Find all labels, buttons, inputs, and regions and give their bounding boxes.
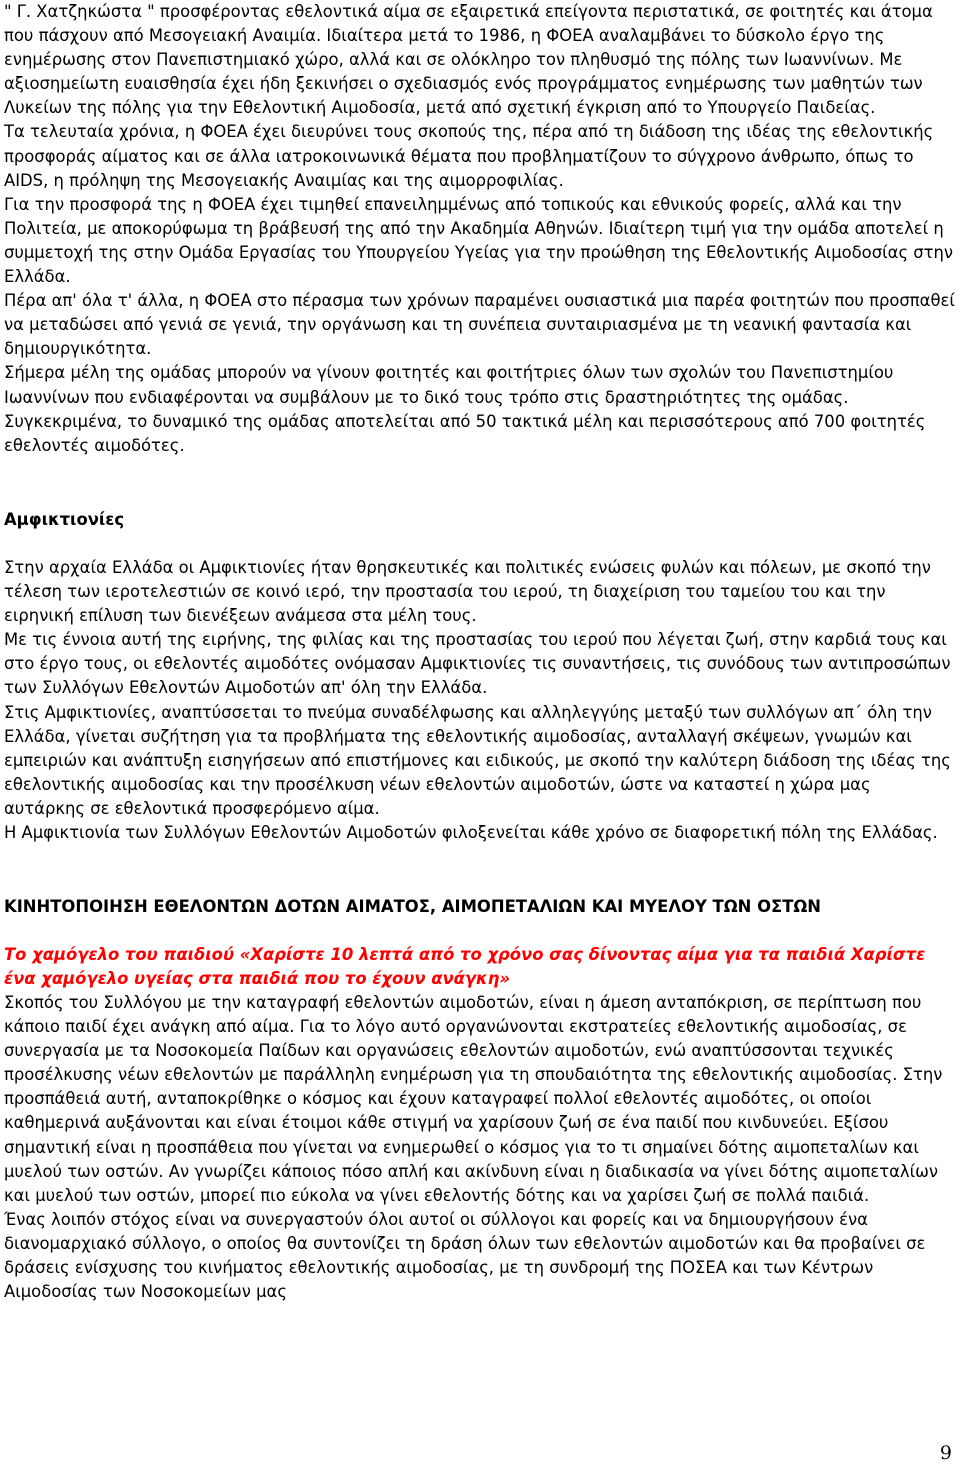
paragraph: Για την προσφορά της η ΦΟΕΑ έχει τιμηθεί επανειλημμένως από τοπικούς και εθνικούς φορείς, αλλά και την Πολιτεία, με αποκορύφωμα τη βράβευσή της από την Ακαδημία Αθηνών. Ιδιαίτερη τιμή για την ομάδα αποτελεί η συμμετοχή της στην Ομάδα Εργασίας του Υπουργείου Υγείας για την προώθηση της Εθελοντικής Αιμοδοσίας στην Ελλάδα. <box>4 194 954 287</box>
paragraph: Στις Αμφικτιονίες, αναπτύσσεται το πνεύμα συναδέλφωσης και αλληλεγγύης μεταξύ των συλλόγων απ΄ όλη την Ελλάδα, γίνεται συζήτηση για τα προβλήματα της εθελοντικής αιμοδοσίας, ανταλλαγή σκέψεων, γνωμών και εμπειριών και ανάπτυξη εισηγήσεων από επιστήμονες και ειδικούς, με σκοπό την καλύτερη διάδοση της ιδέας της εθελοντικής αιμοδοσίας και την προσέλκυση νέων εθελοντών αιμοδοτών, ώστε να καταστεί η χώρα μας αυτάρκης σε εθελοντικά προσφερόμενο αίμα. <box>4 702 951 818</box>
paragraph: Ένας λοιπόν στόχος είναι να συνεργαστούν όλοι αυτοί οι σύλλογοι και φορείς και να δημιουργήσουν ένα διανομαρχιακό σύλλογο, ο οποίος θα συντονίζει τη δράση όλων των εθελοντών αιμοδοτών και θα προβαίνει σε δράσεις ενίσχυσης του κινήματος εθελοντικής αιμοδοσίας, με τη συνδρομή της ΠΟΣΕΑ και των Κέντρων Αιμοδοσίας των Νοσοκομείων μας <box>4 1209 926 1302</box>
amfiktionies-section <box>4 556 956 845</box>
mobilization-section <box>4 991 956 1304</box>
paragraph: Σκοπός του Συλλόγου με την καταγραφή εθελοντών αιμοδοτών, είναι η άμεση ανταπόκριση, σε περίπτωση που κάποιο παιδί έχει ανάγκη από αίμα. Για το λόγο αυτό οργανώνονται εκστρατείες εθελοντικής αιμοδοσίας, σε συνεργασία με τα Νοσοκομεία Παίδων και οργανώσεις εθελοντών αιμοδοτών, ενώ αναπτύσσονται τεχνικές προσέλκυσης νέων εθελοντών με παράλληλη ενημέρωση για τη σπουδαιότητα της εθελοντικής αιμοδοσίας. Στην προσπάθειά αυτή, ανταποκρίθηκε ο κόσμος και έχουν καταγραφεί πολλοί εθελοντές αιμοδότες, οι οποίοι καθημερινά αυξάνονται και είναι έτοιμοι κάθε στιγμή να χαρίσουν ζωή σε ένα παιδί που κινδυνεύει. Εξίσου σημαντική είναι η προσπάθεια που γίνεται να ενημερωθεί ο κόσμος για το τι σημαίνει δότης αιμοπεταλίων και μυελού των οστών. Αν γνωρίζει κάποιος πόσο απλή και ακίνδυνη είναι η διαδικασία να γίνει δότης αιμοπεταλίων και μυελού των οστών, μπορεί πιο εύκολα να γίνει εθελοντής δότης και να χαρίσει ζωή σε πολλά παιδιά. <box>4 993 943 1205</box>
paragraph: Πέρα απ' όλα τ' άλλα, η ΦΟΕΑ στο πέρασμα των χρόνων παραμένει ουσιαστικά μια παρέα φοιτητών που προσπαθεί να μεταδώσει από γενιά σε γενιά, την οργάνωση και τη συνέπεια συνταιριασμένα με τη νεανική φαντασία και δημιουργικότητα. <box>4 291 955 359</box>
page-number: 9 <box>939 1442 952 1464</box>
paragraph: Συγκεκριμένα, το δυναμικό της ομάδας αποτελείται από 50 τακτικά μέλη και περισσότερους από 700 φοιτητές εθελοντές αιμοδότες. <box>4 411 926 455</box>
paragraph: Στην αρχαία Ελλάδα οι Αμφικτιονίες ήταν θρησκευτικές και πολιτικές ενώσεις φυλών και πόλεων, με σκοπό την τέλεση των ιεροτελεστιών σε κοινό ιερό, την προστασία του ιερού, τη διαχείριση του ταμείου του και την ειρηνική επίλυση των διενέξεων ανάμεσα στα μέλη τους. <box>4 558 931 626</box>
section-heading-mobilization: ΚΙΝΗΤΟΠΟΙΗΣΗ ΕΘΕΛΟΝΤΩΝ ΔΟΤΩΝ ΑΙΜΑΤΟΣ, ΑΙΜΟΠΕΤΑΛΙΩΝ ΚΑΙ ΜΥΕΛΟΥ ΤΩΝ ΟΣΤΩΝ <box>4 897 822 916</box>
paragraph: Η Αμφικτιονία των Συλλόγων Εθελοντών Αιμοδοτών φιλοξενείται κάθε χρόνο σε διαφορετική πόλη της Ελλάδας. <box>4 823 938 843</box>
paragraph: Σήμερα μέλη της ομάδας μπορούν να γίνουν φοιτητές και φοιτήτριες όλων των σχολών του Πανεπιστημίου Ιωαννίνων που ενδιαφέρονται να συμβάλουν με το δικό τους τρόπο στις δραστηριότητες της ομάδας. <box>4 363 894 407</box>
paragraph: " Γ. Χατζηκώστα " προσφέροντας εθελοντικά αίμα σε εξαιρετικά επείγοντα περιστατικά, σε φοιτητές και άτομα που πάσχουν από Μεσογειακή Αναιμία. Ιδιαίτερα μετά το 1986, η ΦΟΕΑ αναλαμβάνει το δύσκολο έργο της ενημέρωσης στον Πανεπιστημιακό χώρο, αλλά και σε ολόκληρο τον πληθυσμό της πόλης των Ιωαννίνων. Με αξιοσημείωτη ευαισθησία έχει ήδη ξεκινήσει ο σχεδιασμός ενός προγράμματος ενημέρωσης των μαθητών των Λυκείων της πόλης για την Εθελοντική Αιμοδοσία, μετά από σχετική έγκριση από το Υπουργείο Παιδείας. <box>4 2 933 118</box>
section-heading-amfiktionies: Αμφικτιονίες <box>4 510 125 529</box>
paragraph: Με τις έννοια αυτή της ειρήνης, της φιλίας και της προστασίας του ιερού που λέγεται ζωή, στην καρδιά τους και στο έργο τους, οι εθελοντές αιμοδότες ονόμασαν Αμφικτιονίες τις συναντήσεις, τις συνόδους των αντιπροσώπων των Συλλόγων Εθελοντών Αιμοδοτών απ' όλη την Ελλάδα. <box>4 630 951 698</box>
foea-section <box>4 0 956 458</box>
campaign-tagline: Το χαμόγελο του παιδιού «Χαρίστε 10 λεπτά από το χρόνο σας δίνοντας αίμα για τα παιδιά Χαρίστε ένα χαμόγελο υγείας στα παιδιά που το έχουν ανάγκη» <box>4 945 926 989</box>
paragraph: Τα τελευταία χρόνια, η ΦΟΕΑ έχει διευρύνει τους σκοπούς της, πέρα από τη διάδοση της ιδέας της εθελοντικής προσφοράς αίματος και σε άλλα ιατροκοινωνικά θέματα που προβληματίζουν το σύγχρονο άνθρωπο, όπως το AIDS, η πρόληψη της Μεσογειακής Αναιμίας και της αιμορροφιλίας. <box>4 122 934 190</box>
